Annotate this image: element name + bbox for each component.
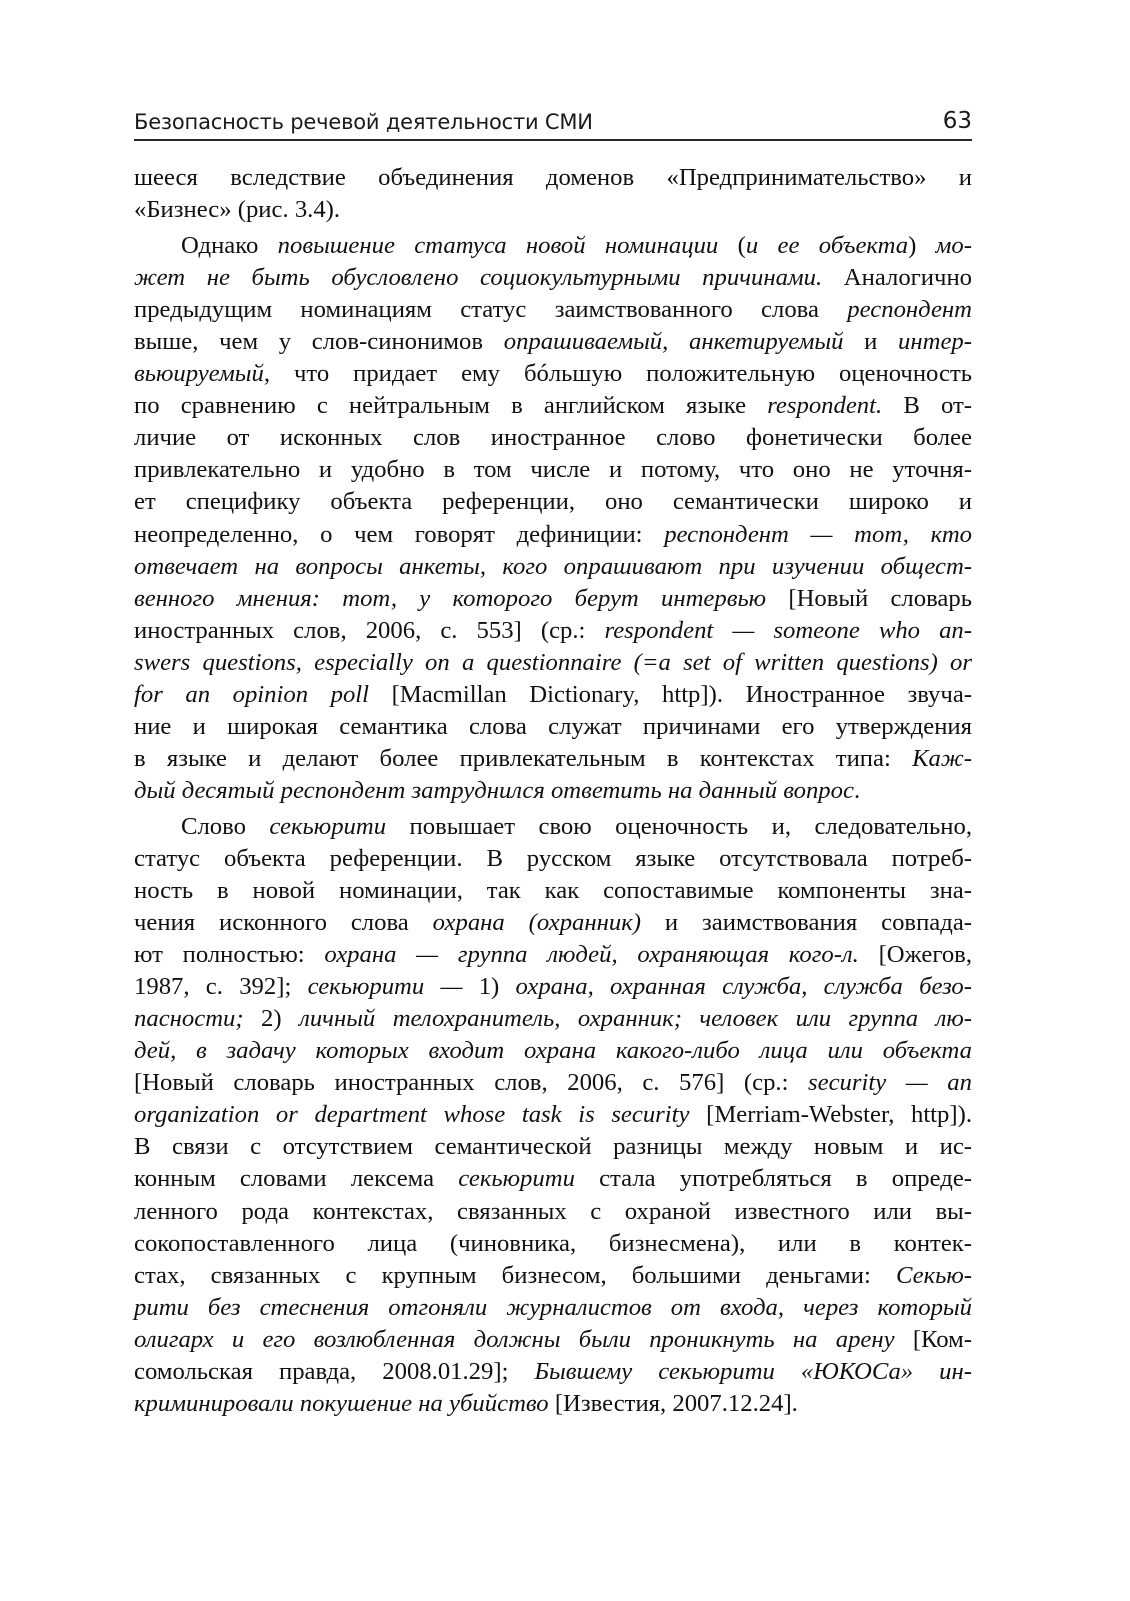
text-run: статус объекта референции. В русском языке отсутствовала потреб- xyxy=(134,844,972,872)
text-run: ленного рода контекстах, связанных с охраной известного или вы- xyxy=(134,1197,972,1225)
text-line xyxy=(134,583,972,615)
text-run: [Известия, 2007.12.24]. xyxy=(548,1389,798,1417)
text-line xyxy=(134,1196,972,1228)
text-line xyxy=(134,679,972,711)
paragraph xyxy=(134,162,972,226)
italic-run: отвечает на вопросы анкеты, кого опрашивают при изучении общест- xyxy=(134,552,972,580)
text-run: [Macmillan Dictionary, http]). Иностранное звуча- xyxy=(369,680,972,708)
italic-run: охрана, охранная служба, служба безо- xyxy=(515,973,972,1001)
text-line xyxy=(134,775,972,807)
text-run: личие от исконных слов иностранное слово фонетически более xyxy=(134,424,972,452)
italic-run: organization or department whose task is security xyxy=(134,1101,690,1129)
text-run: предыдущим номинациям статус заимствованного слова xyxy=(134,296,848,324)
text-run: шееся вследствие объединения доменов «Предпринимательство» и xyxy=(134,164,972,191)
text-line xyxy=(134,647,972,679)
text-run: чения исконного слова xyxy=(134,909,433,937)
text-line xyxy=(134,390,972,422)
text-line xyxy=(134,1163,972,1195)
text-run: Однако xyxy=(181,232,278,260)
text-run: «Бизнес» (рис. 3.4). xyxy=(134,196,341,224)
italic-run: Бывшему секьюрити «ЮКОСа» ин- xyxy=(534,1357,972,1385)
text-run: неопределенно, о чем говорят дефиниции: xyxy=(134,520,665,548)
italic-run: повышение статуса новой номинации xyxy=(277,232,719,260)
text-run: [Новый словарь xyxy=(766,584,972,612)
italic-run: security — an xyxy=(808,1069,972,1097)
text-line xyxy=(134,1260,972,1292)
text-line xyxy=(134,230,972,262)
text-line xyxy=(134,1003,972,1035)
italic-run: дей, в задачу которых входит охрана какого-либо лица или объекта xyxy=(134,1037,972,1065)
text-line xyxy=(134,1228,972,1260)
text-line xyxy=(134,1067,972,1099)
text-run: сомольская правда, 2008.01.29]; xyxy=(134,1357,535,1385)
text-run: [Ком- xyxy=(894,1325,972,1353)
italic-run: секьюрити — xyxy=(307,973,479,1001)
text-line xyxy=(134,811,972,843)
italic-run: респондент — тот, кто xyxy=(664,520,972,548)
text-run: . xyxy=(853,776,861,804)
text-run: 2) xyxy=(243,1005,300,1033)
text-run: [Merriam-Webster, http]). xyxy=(689,1101,972,1129)
italic-run: вьюируемый xyxy=(134,360,264,388)
paragraph xyxy=(134,811,972,1420)
text-run: конным словами лексема xyxy=(134,1165,459,1193)
text-run: по сравнению с нейтральным в английском языке xyxy=(134,392,768,420)
italic-run: мо- xyxy=(935,232,972,260)
body-text xyxy=(134,162,972,1420)
text-line xyxy=(134,843,972,875)
text-run: ность в новой номинации, так как сопоставимые компоненты зна- xyxy=(134,877,972,905)
text-line xyxy=(134,1035,972,1067)
page-number: 63 xyxy=(942,108,972,134)
text-line xyxy=(134,486,972,518)
paragraph xyxy=(134,230,972,807)
text-line xyxy=(134,194,972,226)
text-run: , что придает ему бóльшую положительную оценочность xyxy=(263,360,972,388)
text-line xyxy=(134,1356,972,1388)
text-run: ) xyxy=(908,232,936,260)
text-run: иностранных слов, 2006, с. 553] (ср.: xyxy=(134,616,605,644)
running-header xyxy=(134,99,972,141)
text-run: привлекательно и удобно в том числе и потому, что оно не уточня- xyxy=(134,456,972,484)
text-run: [Новый словарь иностранных слов, 2006, с. 576] (ср.: xyxy=(134,1069,809,1097)
text-run: ет специфику объекта референции, оно семантически широко и xyxy=(134,488,972,516)
italic-run: respondent. xyxy=(767,392,883,420)
text-line xyxy=(134,1131,972,1163)
italic-run: и ее объекта xyxy=(745,232,909,260)
italic-run: Секью- xyxy=(895,1261,972,1289)
text-line xyxy=(134,162,972,194)
text-run: стах, связанных с крупным бизнесом, большими деньгами: xyxy=(134,1261,896,1289)
text-line xyxy=(134,422,972,454)
text-run: ют полностью: xyxy=(134,941,325,969)
italic-run: венного мнения: тот, у которого берут интервью xyxy=(134,584,767,612)
running-head-title: Безопасность речевой деятельности СМИ xyxy=(134,110,593,134)
text-line xyxy=(134,262,972,294)
text-line xyxy=(134,1292,972,1324)
text-line xyxy=(134,294,972,326)
italic-run: охрана (охранник) xyxy=(432,909,641,937)
text-run: 1) xyxy=(478,973,516,1001)
italic-run: swers questions, especially on a questionnaire (=a set of written questions) or xyxy=(134,648,972,676)
text-run: Слово xyxy=(181,812,270,840)
text-line xyxy=(134,326,972,358)
text-run: и xyxy=(843,328,899,356)
italic-run: опрашиваемый, анкетируемый xyxy=(503,328,844,356)
italic-run: жет не быть обусловлено социокультурными причинами. xyxy=(134,264,823,292)
text-line xyxy=(134,615,972,647)
text-line xyxy=(134,519,972,551)
text-line xyxy=(134,875,972,907)
text-run: ние и широкая семантика слова служат причинами его утверждения xyxy=(134,712,972,740)
text-line xyxy=(134,1388,972,1420)
italic-run: секьюрити xyxy=(458,1165,575,1193)
text-line xyxy=(134,454,972,486)
text-run: и заимствования совпада- xyxy=(641,909,972,937)
text-run: ( xyxy=(718,232,746,260)
italic-run: личный телохранитель, охранник; человек или группа лю- xyxy=(299,1005,972,1033)
text-run: В от- xyxy=(882,392,972,420)
text-line xyxy=(134,358,972,390)
text-line xyxy=(134,939,972,971)
text-run: Аналогично xyxy=(822,264,972,292)
italic-run: интер- xyxy=(898,328,972,356)
italic-run: охрана — группа людей, охраняющая кого-л. xyxy=(324,941,859,969)
text-run: [Ожегов, xyxy=(858,941,972,969)
italic-run: олигарх и его возлюбленная должны были проникнуть на арену xyxy=(134,1325,895,1353)
italic-run: дый десятый респондент затруднился ответить на данный вопрос xyxy=(134,776,854,804)
text-line xyxy=(134,743,972,775)
text-run: выше, чем у слов-синонимов xyxy=(134,328,504,356)
italic-run: секьюрити xyxy=(269,812,387,840)
text-line xyxy=(134,1324,972,1356)
text-line xyxy=(134,1099,972,1131)
italic-run: рити без стеснения отгоняли журналистов от входа, через который xyxy=(134,1293,972,1321)
text-run: сокопоставленного лица (чиновника, бизнесмена), или в контек- xyxy=(134,1229,972,1257)
text-run: В связи с отсутствием семантической разницы между новым и ис- xyxy=(134,1133,972,1161)
text-line xyxy=(134,907,972,939)
italic-run: Каж- xyxy=(912,744,972,772)
italic-run: респондент xyxy=(847,296,972,324)
text-run: стала употребляться в опреде- xyxy=(574,1165,972,1193)
text-run: повышает свою оценочность и, следовательно, xyxy=(386,812,972,840)
text-line xyxy=(134,711,972,743)
text-run: 1987, с. 392]; xyxy=(134,973,308,1001)
text-run: в языке и делают более привлекательным в контекстах типа: xyxy=(134,744,913,772)
italic-run: криминировали покушение на убийство xyxy=(134,1389,549,1417)
text-line xyxy=(134,551,972,583)
italic-run: for an opinion poll xyxy=(134,680,370,708)
italic-run: respondent — someone who an- xyxy=(604,616,972,644)
italic-run: пасности; xyxy=(134,1005,244,1033)
text-line xyxy=(134,971,972,1003)
